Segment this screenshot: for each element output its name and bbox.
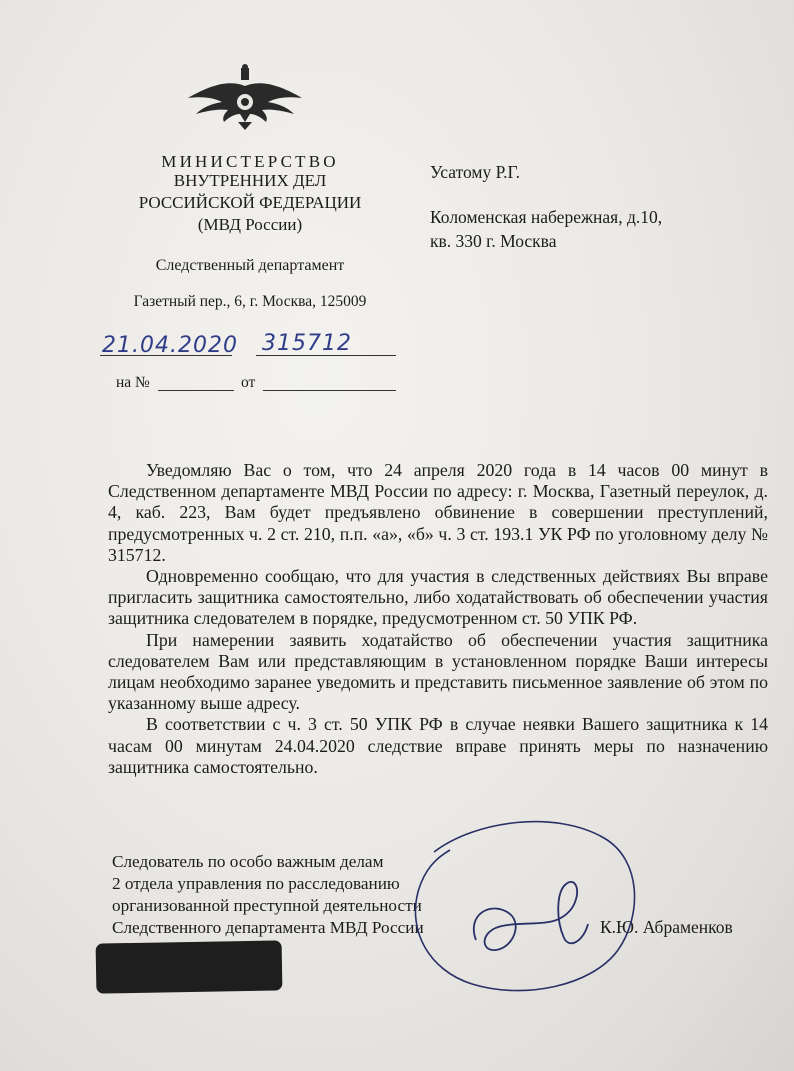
recipient-address-line1: Коломенская набережная, д.10, xyxy=(430,207,663,227)
double-headed-eagle-emblem-icon xyxy=(186,62,304,132)
redaction-bar xyxy=(96,940,283,993)
handwritten-signature-icon xyxy=(406,812,646,1002)
signer-title-line2: 2 отдела управления по расследованию xyxy=(112,874,400,893)
body-paragraph: При намерении заявить ходатайство об обеспечении участия защитника следователем Вам или представляющим в установленном порядке Ваши интересы лицам необходимо заранее уведомить и представить письменное заявление об этом по указанному выше адресу. xyxy=(108,629,768,714)
signer-title-line1: Следователь по особо важным делам xyxy=(112,852,384,871)
body-paragraph: Одновременно сообщаю, что для участия в следственных действиях Вы вправе пригласить защитника самостоятельно, либо ходатайствовать об обеспечении участия защитника следователем в порядке, предусмотренном ст. 50 УПК РФ. xyxy=(108,566,768,629)
recipient-name: Усатому Р.Г. xyxy=(430,162,521,182)
number-underline xyxy=(256,355,396,356)
ref-number-blank xyxy=(158,390,234,391)
date-underline xyxy=(100,355,232,356)
ref-from-blank xyxy=(263,390,396,391)
ministry-title-line3: РОССИЙСКОЙ ФЕДЕРАЦИИ xyxy=(138,193,362,212)
ref-from-label: от xyxy=(241,374,256,391)
notice-body xyxy=(108,460,768,778)
department-name: Следственный департамент xyxy=(155,257,345,274)
handwritten-date: 21.04.2020 xyxy=(102,333,238,358)
ministry-abbreviation: (МВД России) xyxy=(197,215,303,234)
body-paragraph: Уведомляю Вас о том, что 24 апреля 2020 года в 14 часов 00 минут в Следственном департаменте МВД России по адресу: г. Москва, Газетный переулок, д. 4, каб. 223, Вам будет предъявлено обвинение в совершении преступлений, предусмотренных ч. 2 ст. 210, п.п. «а», «б» ч. 3 ст. 193.1 УК РФ по уголовному делу № 315712. xyxy=(108,460,768,565)
sender-address: Газетный пер., 6, г. Москва, 125009 xyxy=(133,293,367,310)
recipient-address-line2: кв. 330 г. Москва xyxy=(430,231,557,251)
signer-title-line4: Следственного департамента МВД России xyxy=(112,918,424,937)
signer-name: К.Ю. Абраменков xyxy=(600,917,733,937)
ref-number-label: на № xyxy=(116,374,150,391)
ministry-title-line2: ВНУТРЕННИХ ДЕЛ xyxy=(173,171,327,190)
signer-title-line3: организованной преступной деятельности xyxy=(112,896,422,915)
ministry-title-line1: МИНИСТЕРСТВО xyxy=(161,152,339,171)
handwritten-number: 315712 xyxy=(262,331,352,356)
body-paragraph: В соответствии с ч. 3 ст. 50 УПК РФ в случае неявки Вашего защитника к 14 часам 00 минутам 24.04.2020 следствие вправе принять меры по назначению защитника самостоятельно. xyxy=(108,714,768,777)
